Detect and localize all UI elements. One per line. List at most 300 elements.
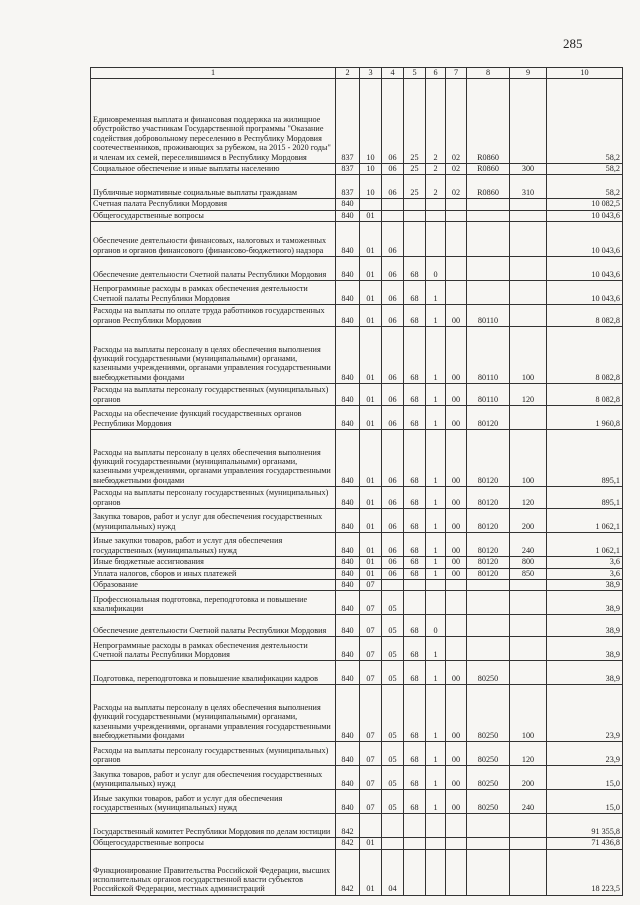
col-3-code: 01 <box>360 210 382 221</box>
col-9-code <box>510 305 547 327</box>
col-10-amount: 71 436,8 <box>547 838 623 849</box>
table-row <box>91 814 623 838</box>
col-2-code: 840 <box>336 766 360 790</box>
col-7-code: 00 <box>446 661 467 685</box>
col-3-code: 07 <box>360 766 382 790</box>
col-3-code: 07 <box>360 661 382 685</box>
col-8-code: 80110 <box>467 384 510 406</box>
col-10-amount: 10 043,6 <box>547 281 623 305</box>
col-9-code: 850 <box>510 568 547 579</box>
col-2-code: 840 <box>336 487 360 509</box>
col-4-code: 06 <box>382 305 404 327</box>
col-9-code: 100 <box>510 685 547 742</box>
col-10-amount: 58,2 <box>547 175 623 199</box>
row-label: Непрограммные расходы в рамках обеспечения деятельности Счетной палаты Республики Мордовия <box>91 281 336 305</box>
col-4-code: 05 <box>382 637 404 661</box>
col-7-code: 00 <box>446 568 467 579</box>
table-row <box>91 327 623 384</box>
row-label: Иные бюджетные ассигнования <box>91 557 336 568</box>
col-8-code: R0860 <box>467 79 510 164</box>
col-8-code: R0860 <box>467 164 510 175</box>
col-6-code <box>426 849 446 895</box>
col-8-code <box>467 615 510 637</box>
col-7-code: 02 <box>446 164 467 175</box>
col-4-code: 06 <box>382 257 404 281</box>
col-5-code <box>404 838 426 849</box>
col-4-code: 06 <box>382 281 404 305</box>
row-label: Профессиональная подготовка, переподготовка и повышение квалификации <box>91 591 336 615</box>
col-3-code: 07 <box>360 742 382 766</box>
col-5-code: 68 <box>404 305 426 327</box>
col-8-code <box>467 580 510 591</box>
table-body <box>91 79 623 896</box>
header-cell: 8 <box>467 68 510 79</box>
col-10-amount: 38,9 <box>547 637 623 661</box>
col-4-code: 06 <box>382 79 404 164</box>
col-10-amount: 895,1 <box>547 487 623 509</box>
col-2-code: 840 <box>336 509 360 533</box>
col-10-amount: 38,9 <box>547 661 623 685</box>
table-row <box>91 79 623 164</box>
col-3-code: 07 <box>360 615 382 637</box>
page-number: 285 <box>563 36 583 51</box>
header-cell: 3 <box>360 68 382 79</box>
col-9-code: 200 <box>510 509 547 533</box>
row-label: Подготовка, переподготовка и повышение квалификации кадров <box>91 661 336 685</box>
col-6-code <box>426 814 446 838</box>
col-5-code: 68 <box>404 766 426 790</box>
col-3-code: 01 <box>360 849 382 895</box>
row-label: Расходы на выплаты персоналу в целях обеспечения выполнения функций государственными (муниципальными) органами, казенными учреждениями, органами управления государственными внебюджетными фондами <box>91 430 336 487</box>
col-7-code: 00 <box>446 406 467 430</box>
col-3-code: 01 <box>360 384 382 406</box>
col-3-code <box>360 199 382 210</box>
col-5-code: 68 <box>404 257 426 281</box>
col-4-code: 05 <box>382 615 404 637</box>
table-row <box>91 430 623 487</box>
col-2-code: 842 <box>336 849 360 895</box>
col-8-code <box>467 281 510 305</box>
table-row <box>91 685 623 742</box>
row-label: Расходы на выплаты по оплате труда работников государственных органов Республики Мордовия <box>91 305 336 327</box>
col-6-code <box>426 222 446 257</box>
col-5-code <box>404 849 426 895</box>
col-10-amount: 58,2 <box>547 79 623 164</box>
col-5-code: 68 <box>404 406 426 430</box>
col-6-code: 1 <box>426 637 446 661</box>
col-2-code: 840 <box>336 591 360 615</box>
col-3-code: 07 <box>360 591 382 615</box>
col-6-code: 1 <box>426 766 446 790</box>
col-6-code: 0 <box>426 257 446 281</box>
col-8-code: 80120 <box>467 509 510 533</box>
col-9-code <box>510 849 547 895</box>
col-6-code: 1 <box>426 327 446 384</box>
col-5-code: 68 <box>404 742 426 766</box>
col-6-code: 1 <box>426 790 446 814</box>
col-2-code: 840 <box>336 305 360 327</box>
col-10-amount: 38,9 <box>547 615 623 637</box>
table-row <box>91 406 623 430</box>
col-6-code: 2 <box>426 164 446 175</box>
col-4-code: 06 <box>382 164 404 175</box>
header-row <box>91 68 623 79</box>
table-row <box>91 742 623 766</box>
col-6-code <box>426 199 446 210</box>
row-label: Обеспечение деятельности финансовых, налоговых и таможенных органов и органов финансового (финансово-бюджетного) надзора <box>91 222 336 257</box>
row-label: Счетная палата Республики Мордовия <box>91 199 336 210</box>
col-4-code: 06 <box>382 533 404 557</box>
col-2-code: 840 <box>336 580 360 591</box>
col-9-code: 100 <box>510 430 547 487</box>
col-7-code: 00 <box>446 533 467 557</box>
col-4-code: 05 <box>382 661 404 685</box>
col-6-code: 1 <box>426 305 446 327</box>
col-4-code: 05 <box>382 766 404 790</box>
col-7-code: 00 <box>446 742 467 766</box>
col-8-code: R0860 <box>467 175 510 199</box>
col-7-code: 00 <box>446 790 467 814</box>
table-row <box>91 257 623 281</box>
col-6-code: 1 <box>426 533 446 557</box>
col-4-code: 06 <box>382 487 404 509</box>
col-4-code: 05 <box>382 742 404 766</box>
col-10-amount: 38,9 <box>547 580 623 591</box>
col-6-code: 1 <box>426 281 446 305</box>
row-label: Расходы на выплаты персоналу государственных (муниципальных) органов <box>91 742 336 766</box>
col-10-amount: 10 043,6 <box>547 257 623 281</box>
col-10-amount: 23,9 <box>547 742 623 766</box>
col-5-code <box>404 210 426 221</box>
col-4-code <box>382 838 404 849</box>
table-row <box>91 305 623 327</box>
table-row <box>91 557 623 568</box>
table-row <box>91 766 623 790</box>
col-10-amount: 3,6 <box>547 568 623 579</box>
col-8-code <box>467 257 510 281</box>
col-10-amount: 91 355,8 <box>547 814 623 838</box>
col-9-code <box>510 222 547 257</box>
row-label: Расходы на выплаты персоналу в целях обеспечения выполнения функций государственными (муниципальными) органами, казенными учреждениями, органами управления государственными внебюджетными фондами <box>91 327 336 384</box>
col-3-code: 01 <box>360 222 382 257</box>
col-4-code: 05 <box>382 790 404 814</box>
header-cell: 4 <box>382 68 404 79</box>
header-cell: 5 <box>404 68 426 79</box>
col-4-code: 06 <box>382 568 404 579</box>
col-2-code: 840 <box>336 557 360 568</box>
col-6-code: 2 <box>426 79 446 164</box>
table-row <box>91 838 623 849</box>
col-2-code: 842 <box>336 838 360 849</box>
col-8-code <box>467 814 510 838</box>
col-2-code: 840 <box>336 533 360 557</box>
col-9-code: 310 <box>510 175 547 199</box>
col-10-amount: 1 062,1 <box>547 509 623 533</box>
col-9-code <box>510 814 547 838</box>
row-label: Публичные нормативные социальные выплаты гражданам <box>91 175 336 199</box>
row-label: Общегосударственные вопросы <box>91 838 336 849</box>
col-4-code: 05 <box>382 591 404 615</box>
header-cell: 10 <box>547 68 623 79</box>
col-10-amount: 15,0 <box>547 766 623 790</box>
col-5-code <box>404 814 426 838</box>
col-4-code: 06 <box>382 406 404 430</box>
col-9-code: 120 <box>510 487 547 509</box>
col-9-code <box>510 838 547 849</box>
col-7-code: 00 <box>446 327 467 384</box>
col-6-code: 1 <box>426 384 446 406</box>
col-2-code: 840 <box>336 281 360 305</box>
col-10-amount: 3,6 <box>547 557 623 568</box>
col-9-code <box>510 257 547 281</box>
table-row <box>91 199 623 210</box>
col-10-amount: 23,9 <box>547 685 623 742</box>
row-label: Расходы на выплаты персоналу государственных (муниципальных) органов <box>91 384 336 406</box>
row-label: Обеспечение деятельности Счетной палаты Республики Мордовия <box>91 615 336 637</box>
col-3-code: 01 <box>360 487 382 509</box>
col-9-code: 120 <box>510 384 547 406</box>
col-3-code: 01 <box>360 533 382 557</box>
col-10-amount: 1 062,1 <box>547 533 623 557</box>
col-5-code: 25 <box>404 79 426 164</box>
col-4-code: 06 <box>382 222 404 257</box>
col-10-amount: 58,2 <box>547 164 623 175</box>
col-10-amount: 38,9 <box>547 591 623 615</box>
col-8-code <box>467 849 510 895</box>
col-3-code: 10 <box>360 79 382 164</box>
table-row <box>91 222 623 257</box>
col-8-code: 80110 <box>467 327 510 384</box>
row-label: Образование <box>91 580 336 591</box>
col-6-code: 1 <box>426 568 446 579</box>
col-3-code: 07 <box>360 685 382 742</box>
col-9-code <box>510 591 547 615</box>
col-8-code <box>467 199 510 210</box>
col-2-code: 840 <box>336 257 360 281</box>
col-6-code: 1 <box>426 430 446 487</box>
table-row <box>91 175 623 199</box>
col-5-code: 68 <box>404 327 426 384</box>
row-label: Закупка товаров, работ и услуг для обеспечения государственных (муниципальных) нужд <box>91 766 336 790</box>
col-6-code <box>426 591 446 615</box>
col-8-code: 80250 <box>467 742 510 766</box>
col-2-code: 840 <box>336 222 360 257</box>
col-9-code <box>510 199 547 210</box>
row-label: Социальное обеспечение и иные выплаты населению <box>91 164 336 175</box>
table-row <box>91 281 623 305</box>
table-row <box>91 210 623 221</box>
col-4-code: 04 <box>382 849 404 895</box>
col-9-code: 240 <box>510 533 547 557</box>
col-8-code: 80250 <box>467 790 510 814</box>
col-4-code <box>382 210 404 221</box>
col-6-code: 1 <box>426 406 446 430</box>
col-2-code: 840 <box>336 430 360 487</box>
col-3-code: 01 <box>360 281 382 305</box>
col-6-code <box>426 838 446 849</box>
table-row <box>91 591 623 615</box>
col-8-code: 80250 <box>467 661 510 685</box>
col-5-code: 68 <box>404 568 426 579</box>
col-3-code: 07 <box>360 580 382 591</box>
col-7-code <box>446 199 467 210</box>
col-3-code: 01 <box>360 568 382 579</box>
row-label: Иные закупки товаров, работ и услуг для обеспечения государственных (муниципальных) нужд <box>91 790 336 814</box>
col-3-code: 01 <box>360 327 382 384</box>
col-8-code: 80250 <box>467 766 510 790</box>
col-9-code <box>510 281 547 305</box>
table-row <box>91 164 623 175</box>
col-3-code: 01 <box>360 406 382 430</box>
col-9-code: 120 <box>510 742 547 766</box>
col-5-code: 68 <box>404 685 426 742</box>
col-5-code: 68 <box>404 509 426 533</box>
col-7-code <box>446 838 467 849</box>
col-6-code: 1 <box>426 661 446 685</box>
col-8-code: 80120 <box>467 406 510 430</box>
col-7-code <box>446 210 467 221</box>
col-4-code <box>382 199 404 210</box>
col-10-amount: 10 043,6 <box>547 210 623 221</box>
col-3-code <box>360 814 382 838</box>
col-9-code <box>510 406 547 430</box>
col-4-code: 06 <box>382 557 404 568</box>
header-cell: 2 <box>336 68 360 79</box>
col-7-code <box>446 637 467 661</box>
col-9-code <box>510 580 547 591</box>
table-row <box>91 509 623 533</box>
col-9-code <box>510 637 547 661</box>
col-2-code: 842 <box>336 814 360 838</box>
col-2-code: 837 <box>336 164 360 175</box>
col-7-code: 00 <box>446 766 467 790</box>
row-label: Общегосударственные вопросы <box>91 210 336 221</box>
col-2-code: 840 <box>336 327 360 384</box>
budget-table <box>90 67 623 896</box>
col-3-code: 01 <box>360 257 382 281</box>
col-7-code: 00 <box>446 557 467 568</box>
table-row <box>91 790 623 814</box>
col-5-code: 68 <box>404 487 426 509</box>
col-5-code: 68 <box>404 661 426 685</box>
col-2-code: 840 <box>336 406 360 430</box>
table-row <box>91 661 623 685</box>
col-4-code <box>382 814 404 838</box>
row-label: Расходы на выплаты персоналу в целях обеспечения выполнения функций государственными (муниципальными) органами, казенными учреждениями, органами управления государственными внебюджетными фондами <box>91 685 336 742</box>
col-2-code: 840 <box>336 637 360 661</box>
col-4-code: 06 <box>382 327 404 384</box>
table-row <box>91 487 623 509</box>
col-8-code: 80120 <box>467 430 510 487</box>
col-8-code <box>467 222 510 257</box>
col-9-code <box>510 79 547 164</box>
col-8-code: 80120 <box>467 568 510 579</box>
col-5-code: 68 <box>404 384 426 406</box>
col-2-code: 840 <box>336 661 360 685</box>
col-7-code <box>446 257 467 281</box>
col-6-code <box>426 210 446 221</box>
table-row <box>91 533 623 557</box>
col-9-code <box>510 661 547 685</box>
col-6-code: 1 <box>426 685 446 742</box>
col-7-code <box>446 580 467 591</box>
row-label: Иные закупки товаров, работ и услуг для обеспечения государственных (муниципальных) нужд <box>91 533 336 557</box>
row-label: Закупка товаров, работ и услуг для обеспечения государственных (муниципальных) нужд <box>91 509 336 533</box>
col-7-code <box>446 591 467 615</box>
table-row <box>91 615 623 637</box>
col-9-code <box>510 210 547 221</box>
col-5-code <box>404 222 426 257</box>
row-label: Уплата налогов, сборов и иных платежей <box>91 568 336 579</box>
col-8-code: 80110 <box>467 305 510 327</box>
col-3-code: 07 <box>360 790 382 814</box>
table-row <box>91 580 623 591</box>
col-5-code: 25 <box>404 175 426 199</box>
col-7-code <box>446 814 467 838</box>
col-3-code: 10 <box>360 175 382 199</box>
col-8-code: 80250 <box>467 685 510 742</box>
col-8-code: 80120 <box>467 487 510 509</box>
col-5-code: 68 <box>404 281 426 305</box>
col-2-code: 837 <box>336 79 360 164</box>
row-label: Государственный комитет Республики Мордовия по делам юстиции <box>91 814 336 838</box>
col-7-code: 00 <box>446 487 467 509</box>
col-9-code: 800 <box>510 557 547 568</box>
col-5-code: 68 <box>404 790 426 814</box>
table-row <box>91 637 623 661</box>
col-6-code <box>426 580 446 591</box>
col-4-code: 05 <box>382 685 404 742</box>
col-7-code <box>446 281 467 305</box>
col-7-code: 02 <box>446 79 467 164</box>
row-label: Непрограммные расходы в рамках обеспечения деятельности Счетной палаты Республики Мордовия <box>91 637 336 661</box>
col-5-code: 68 <box>404 615 426 637</box>
col-3-code: 10 <box>360 164 382 175</box>
col-8-code <box>467 591 510 615</box>
col-3-code: 01 <box>360 838 382 849</box>
row-label: Функционирование Правительства Российской Федерации, высших исполнительных органов государственной власти субъектов Российской Федерации, местных администраций <box>91 849 336 895</box>
col-5-code <box>404 199 426 210</box>
col-8-code: 80120 <box>467 557 510 568</box>
col-10-amount: 18 223,5 <box>547 849 623 895</box>
col-8-code: 80120 <box>467 533 510 557</box>
col-6-code: 1 <box>426 487 446 509</box>
col-3-code: 01 <box>360 430 382 487</box>
col-7-code: 00 <box>446 384 467 406</box>
col-2-code: 840 <box>336 210 360 221</box>
col-5-code <box>404 591 426 615</box>
col-6-code: 0 <box>426 615 446 637</box>
row-label: Расходы на выплаты персоналу государственных (муниципальных) органов <box>91 487 336 509</box>
col-7-code <box>446 222 467 257</box>
col-3-code: 01 <box>360 509 382 533</box>
col-7-code: 00 <box>446 509 467 533</box>
table-row <box>91 849 623 895</box>
col-2-code: 840 <box>336 685 360 742</box>
col-8-code <box>467 637 510 661</box>
col-8-code <box>467 210 510 221</box>
col-7-code: 00 <box>446 430 467 487</box>
col-9-code: 100 <box>510 327 547 384</box>
header-cell: 6 <box>426 68 446 79</box>
col-3-code: 07 <box>360 637 382 661</box>
col-5-code: 68 <box>404 430 426 487</box>
col-5-code <box>404 580 426 591</box>
header-cell: 7 <box>446 68 467 79</box>
col-6-code: 2 <box>426 175 446 199</box>
col-10-amount: 15,0 <box>547 790 623 814</box>
col-10-amount: 10 043,6 <box>547 222 623 257</box>
